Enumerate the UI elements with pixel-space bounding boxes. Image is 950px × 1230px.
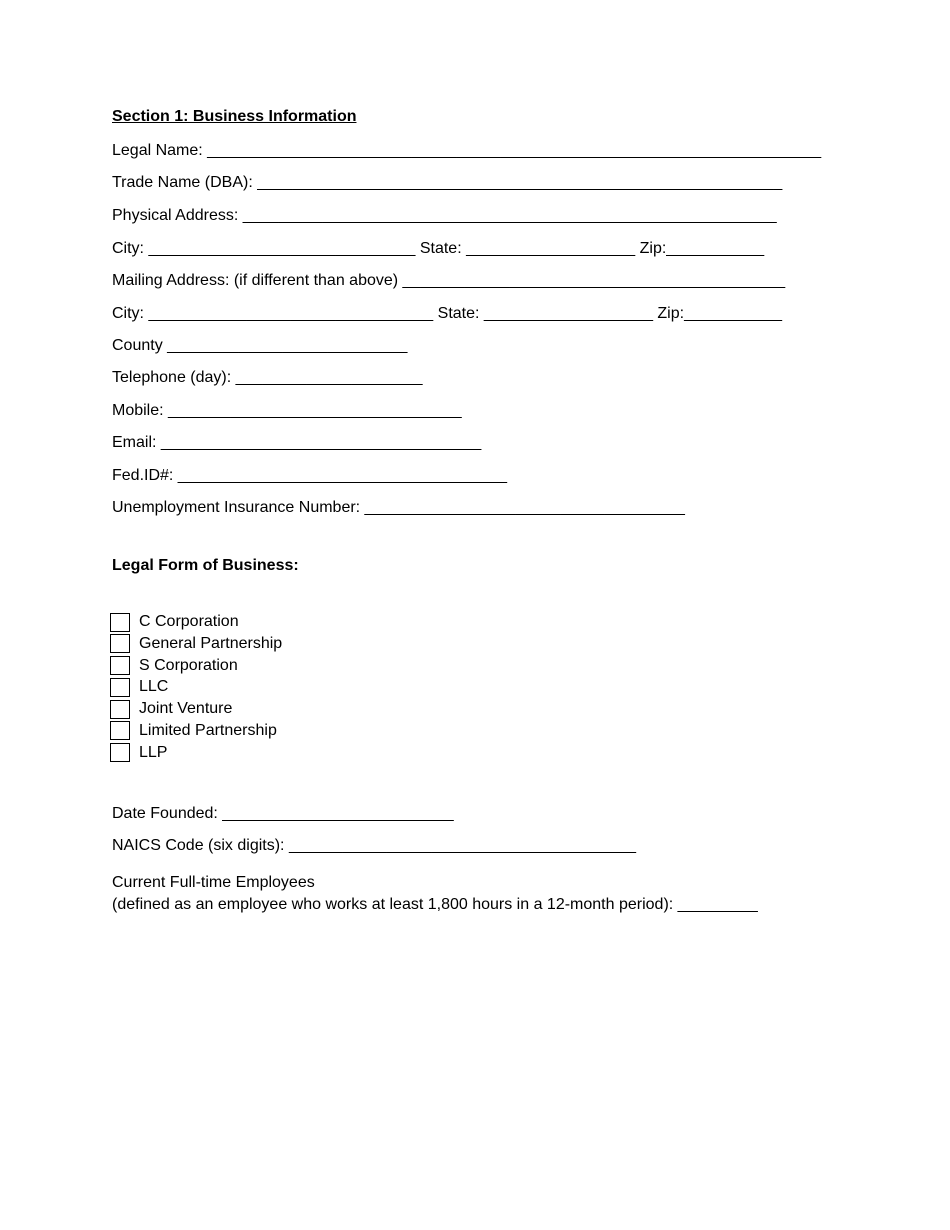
checkbox-general-partnership[interactable]	[110, 634, 130, 653]
mailing-city-state-zip-field[interactable]: City: ________________________________ State: ___________________ Zip:___________	[112, 305, 782, 322]
fed-id-field[interactable]: Fed.ID#: _____________________________________	[112, 467, 508, 484]
checkbox-label: Joint Venture	[139, 700, 233, 717]
county-field[interactable]: County ___________________________	[112, 337, 408, 354]
employees-field[interactable]: (defined as an employee who works at least 1,800 hours in a 12-month period): _________	[112, 896, 758, 913]
checkbox-c-corporation[interactable]	[110, 613, 130, 632]
email-field[interactable]: Email: ____________________________________	[112, 434, 482, 451]
checkbox-joint-venture[interactable]	[110, 700, 130, 719]
section-heading: Section 1: Business Information	[112, 108, 357, 125]
checkbox-limited-partnership[interactable]	[110, 721, 130, 740]
checkbox-s-corporation[interactable]	[110, 656, 130, 675]
legal-name-field[interactable]: Legal Name: _____________________________________________________________________	[112, 142, 822, 159]
mobile-field[interactable]: Mobile: _________________________________	[112, 402, 462, 419]
naics-code-field[interactable]: NAICS Code (six digits): _______________________________________	[112, 837, 636, 854]
legal-form-heading: Legal Form of Business:	[112, 557, 299, 574]
physical-address-field[interactable]: Physical Address: ____________________________________________________________	[112, 207, 777, 224]
checkbox-label: C Corporation	[139, 613, 239, 630]
mailing-address-field[interactable]: Mailing Address: (if different than above) ___________________________________________	[112, 272, 786, 289]
employees-title: Current Full-time Employees	[112, 874, 315, 891]
checkbox-label: LLP	[139, 744, 168, 761]
checkbox-llc[interactable]	[110, 678, 130, 697]
checkbox-label: General Partnership	[139, 635, 283, 652]
checkbox-label: S Corporation	[139, 657, 238, 674]
telephone-field[interactable]: Telephone (day): _____________________	[112, 369, 423, 386]
city-state-zip-field[interactable]: City: ______________________________ State: ___________________ Zip:___________	[112, 240, 765, 257]
checkbox-llp[interactable]	[110, 743, 130, 762]
checkbox-label: LLC	[139, 678, 169, 695]
unemployment-insurance-field[interactable]: Unemployment Insurance Number: ____________________________________	[112, 499, 685, 516]
date-founded-field[interactable]: Date Founded: __________________________	[112, 805, 454, 822]
trade-name-field[interactable]: Trade Name (DBA): ___________________________________________________________	[112, 174, 783, 191]
checkbox-label: Limited Partnership	[139, 722, 277, 739]
